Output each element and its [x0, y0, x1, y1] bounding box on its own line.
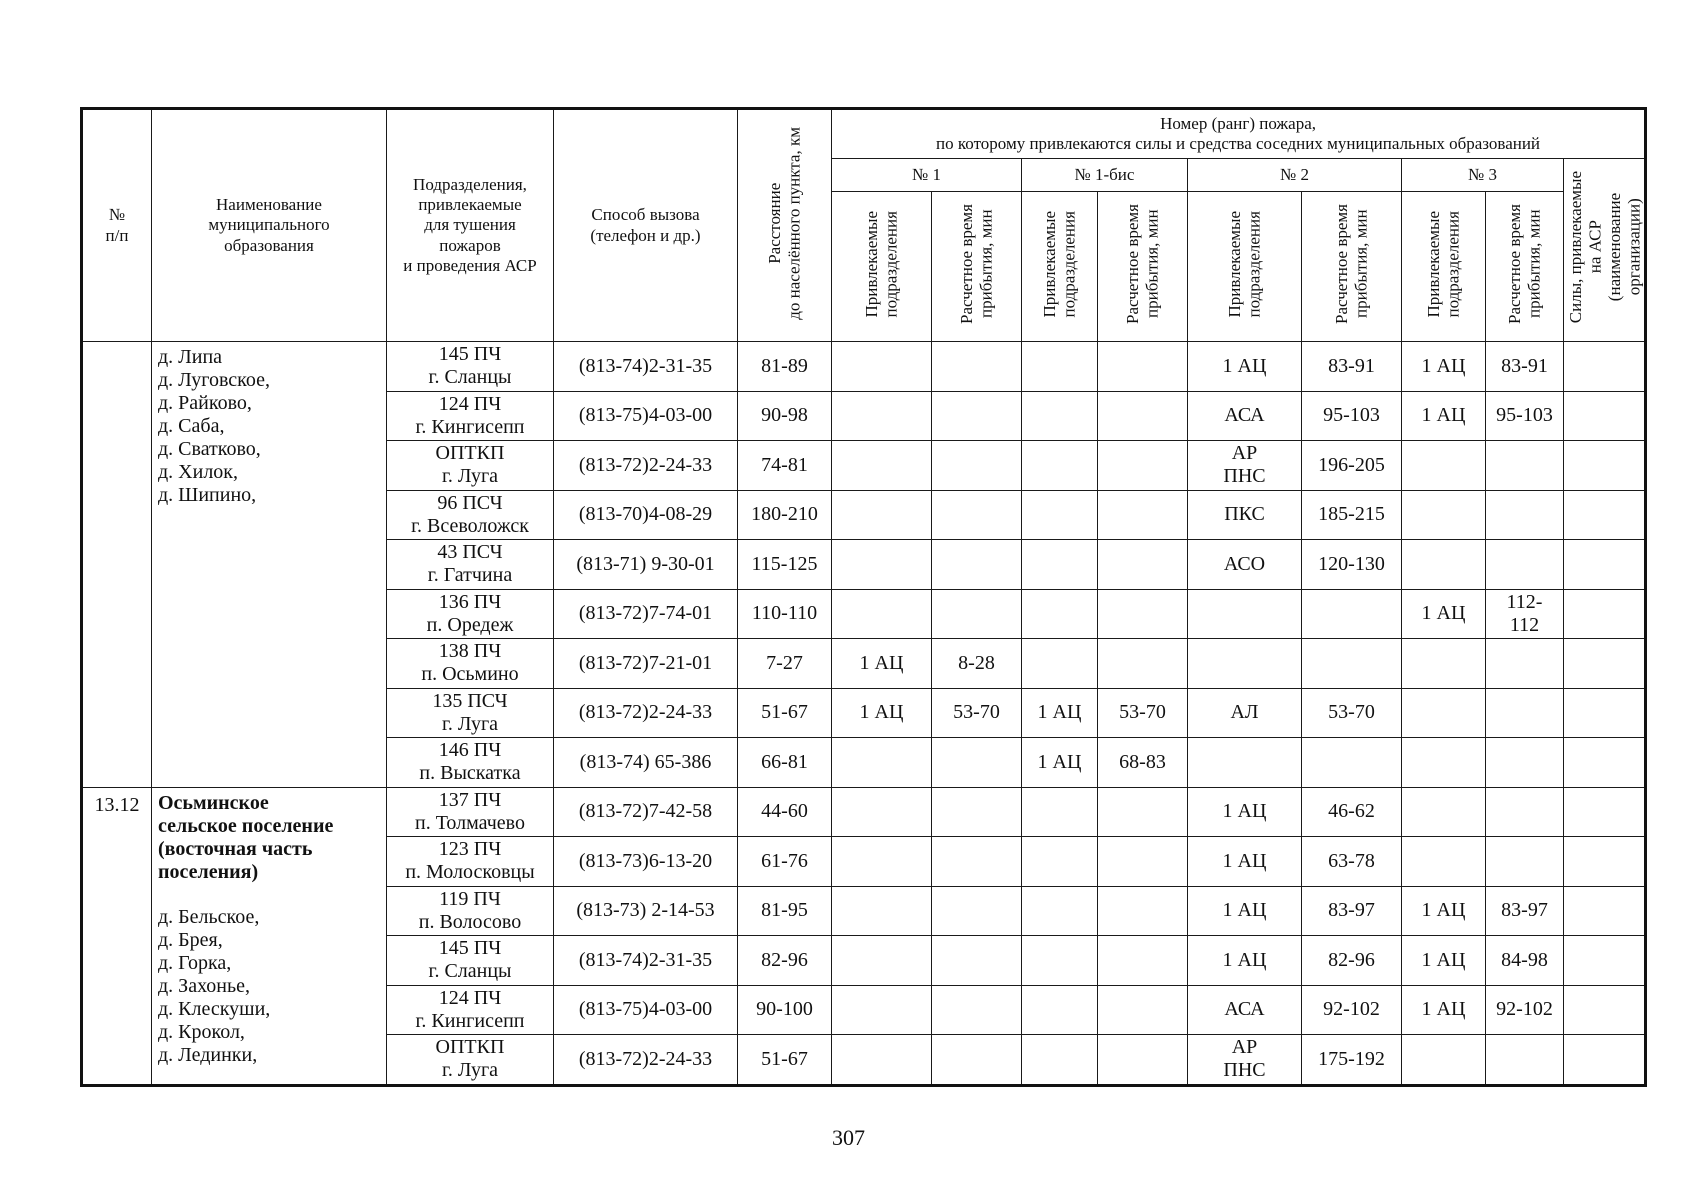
- header-units: Подразделения, привлекаемые для тушения пожаров и проведения АСР: [387, 109, 554, 342]
- rank1-units-cell: [832, 738, 932, 788]
- rank3-time-cell: [1486, 490, 1564, 540]
- asr-cell: [1564, 886, 1646, 936]
- rank1bis-time-cell: [1098, 540, 1188, 590]
- unit-cell: 146 ПЧ п. Выскатка: [387, 738, 554, 788]
- rank2-units-cell: АР ПНС: [1188, 1035, 1302, 1086]
- rank1-time-cell: 8-28: [932, 639, 1022, 689]
- rank1bis-units-cell: 1 АЦ: [1022, 738, 1098, 788]
- rank2-units-cell: АСО: [1188, 540, 1302, 590]
- rank1-units-cell: [832, 490, 932, 540]
- unit-cell: ОПТКП г. Луга: [387, 1035, 554, 1086]
- rank1bis-units-cell: [1022, 342, 1098, 392]
- call-cell: (813-72)7-21-01: [554, 639, 738, 689]
- rank1bis-units-cell: [1022, 490, 1098, 540]
- rank1bis-time-cell: [1098, 490, 1188, 540]
- distance-cell: 115-125: [738, 540, 832, 590]
- rank2-units-cell: [1188, 589, 1302, 639]
- rank1bis-time-cell: 68-83: [1098, 738, 1188, 788]
- rank1-units-cell: [832, 787, 932, 837]
- call-cell: (813-73)6-13-20: [554, 837, 738, 887]
- rank1-time-cell: 53-70: [932, 688, 1022, 738]
- rank1bis-time-cell: [1098, 1035, 1188, 1086]
- rank1bis-time-cell: [1098, 589, 1188, 639]
- unit-cell: 137 ПЧ п. Толмачево: [387, 787, 554, 837]
- rank1-time-cell: [932, 787, 1022, 837]
- fire-forces-table: [80, 107, 1647, 1087]
- rank3-time-cell: [1486, 441, 1564, 491]
- rank3-time-cell: 84-98: [1486, 936, 1564, 986]
- rank2-time-cell: 83-97: [1302, 886, 1402, 936]
- rank3-time-cell: [1486, 738, 1564, 788]
- header-rank1-time: Расчетное время прибытия, мин: [932, 192, 1022, 342]
- distance-cell: 110-110: [738, 589, 832, 639]
- page-number: 307: [832, 1125, 865, 1150]
- header-rank-1: № 1: [832, 159, 1022, 192]
- call-cell: (813-72)2-24-33: [554, 1035, 738, 1086]
- call-cell: (813-72)2-24-33: [554, 688, 738, 738]
- rank1-time-cell: [932, 738, 1022, 788]
- section-name-cell: [152, 787, 387, 1085]
- rank1bis-units-cell: [1022, 540, 1098, 590]
- rank3-units-cell: [1402, 540, 1486, 590]
- rank3-units-cell: [1402, 441, 1486, 491]
- rank3-units-cell: 1 АЦ: [1402, 391, 1486, 441]
- rank3-units-cell: 1 АЦ: [1402, 886, 1486, 936]
- unit-cell: ОПТКП г. Луга: [387, 441, 554, 491]
- header-call: Способ вызова (телефон и др.): [554, 109, 738, 342]
- rank2-time-cell: [1302, 738, 1402, 788]
- call-cell: (813-75)4-03-00: [554, 391, 738, 441]
- rank1bis-units-cell: [1022, 391, 1098, 441]
- call-cell: (813-72)2-24-33: [554, 441, 738, 491]
- rank1-units-cell: [832, 342, 932, 392]
- rank2-units-cell: АСА: [1188, 391, 1302, 441]
- rank1bis-time-cell: [1098, 787, 1188, 837]
- rank1-units-cell: [832, 886, 932, 936]
- rank3-time-cell: 112- 112: [1486, 589, 1564, 639]
- rank3-time-cell: [1486, 837, 1564, 887]
- call-cell: (813-73) 2-14-53: [554, 886, 738, 936]
- header-num: № п/п: [82, 109, 152, 342]
- call-cell: (813-71) 9-30-01: [554, 540, 738, 590]
- asr-cell: [1564, 787, 1646, 837]
- unit-cell: 96 ПСЧ г. Всеволожск: [387, 490, 554, 540]
- asr-cell: [1564, 837, 1646, 887]
- rank3-time-cell: [1486, 639, 1564, 689]
- rank2-units-cell: 1 АЦ: [1188, 936, 1302, 986]
- rank1bis-time-cell: [1098, 837, 1188, 887]
- rank3-units-cell: 1 АЦ: [1402, 985, 1486, 1035]
- call-cell: (813-74)2-31-35: [554, 342, 738, 392]
- rank1bis-units-cell: [1022, 589, 1098, 639]
- distance-cell: 44-60: [738, 787, 832, 837]
- distance-cell: 90-98: [738, 391, 832, 441]
- unit-cell: 136 ПЧ п. Оредеж: [387, 589, 554, 639]
- header-asr: Силы, привлекаемые на АСР (наименование организации): [1564, 159, 1646, 342]
- rank1bis-units-cell: 1 АЦ: [1022, 688, 1098, 738]
- rank3-time-cell: [1486, 1035, 1564, 1086]
- asr-cell: [1564, 639, 1646, 689]
- rank1-units-cell: [832, 1035, 932, 1086]
- distance-cell: 82-96: [738, 936, 832, 986]
- call-cell: (813-72)7-42-58: [554, 787, 738, 837]
- rank1bis-time-cell: [1098, 441, 1188, 491]
- header-rank2-time: Расчетное время прибытия, мин: [1302, 192, 1402, 342]
- distance-cell: 180-210: [738, 490, 832, 540]
- rank3-units-cell: [1402, 639, 1486, 689]
- unit-cell: 124 ПЧ г. Кингисепп: [387, 391, 554, 441]
- call-cell: (813-75)4-03-00: [554, 985, 738, 1035]
- rank1bis-units-cell: [1022, 837, 1098, 887]
- header-rank1-units: Привлекаемые подразделения: [832, 192, 932, 342]
- header-rank-1bis: № 1-бис: [1022, 159, 1188, 192]
- rank3-units-cell: [1402, 738, 1486, 788]
- rank2-time-cell: 46-62: [1302, 787, 1402, 837]
- rank1-units-cell: [832, 936, 932, 986]
- distance-cell: 51-67: [738, 1035, 832, 1086]
- rank3-units-cell: [1402, 688, 1486, 738]
- rank1bis-units-cell: [1022, 886, 1098, 936]
- distance-cell: 66-81: [738, 738, 832, 788]
- rank1-units-cell: [832, 441, 932, 491]
- unit-cell: 119 ПЧ п. Волосово: [387, 886, 554, 936]
- unit-cell: 145 ПЧ г. Сланцы: [387, 936, 554, 986]
- header-rank-group: Номер (ранг) пожара, по которому привлекаются силы и средства соседних муниципальных образований: [832, 109, 1646, 159]
- rank3-time-cell: 83-91: [1486, 342, 1564, 392]
- asr-cell: [1564, 688, 1646, 738]
- rank1bis-time-cell: 53-70: [1098, 688, 1188, 738]
- table-row: [82, 787, 1646, 837]
- rank1-units-cell: [832, 589, 932, 639]
- rank3-time-cell: [1486, 688, 1564, 738]
- distance-cell: 74-81: [738, 441, 832, 491]
- section-places: д. Липа д. Луговское, д. Райково, д. Саба, д. Сватково, д. Хилок, д. Шипино,: [158, 346, 270, 506]
- rank1bis-units-cell: [1022, 787, 1098, 837]
- rank1-time-cell: [932, 1035, 1022, 1086]
- rank2-time-cell: 120-130: [1302, 540, 1402, 590]
- rank1-units-cell: [832, 391, 932, 441]
- rank1bis-time-cell: [1098, 342, 1188, 392]
- rank2-time-cell: 82-96: [1302, 936, 1402, 986]
- rank2-time-cell: 95-103: [1302, 391, 1402, 441]
- rank1bis-units-cell: [1022, 985, 1098, 1035]
- rank2-time-cell: 92-102: [1302, 985, 1402, 1035]
- rank3-units-cell: [1402, 1035, 1486, 1086]
- unit-cell: 124 ПЧ г. Кингисепп: [387, 985, 554, 1035]
- rank1-time-cell: [932, 441, 1022, 491]
- rank1bis-units-cell: [1022, 1035, 1098, 1086]
- unit-cell: 123 ПЧ п. Молосковцы: [387, 837, 554, 887]
- rank3-units-cell: [1402, 490, 1486, 540]
- rank2-units-cell: 1 АЦ: [1188, 342, 1302, 392]
- asr-cell: [1564, 985, 1646, 1035]
- rank1-units-cell: [832, 540, 932, 590]
- rank2-time-cell: 185-215: [1302, 490, 1402, 540]
- unit-cell: 135 ПСЧ г. Луга: [387, 688, 554, 738]
- asr-cell: [1564, 738, 1646, 788]
- section-title: Осьминское сельское поселение (восточная часть поселения): [158, 791, 334, 883]
- rank1bis-time-cell: [1098, 886, 1188, 936]
- rank3-time-cell: [1486, 540, 1564, 590]
- rank3-units-cell: 1 АЦ: [1402, 936, 1486, 986]
- header-rank-3: № 3: [1402, 159, 1564, 192]
- rank1-time-cell: [932, 936, 1022, 986]
- section-number: 13.12: [82, 787, 152, 1085]
- rank3-units-cell: 1 АЦ: [1402, 342, 1486, 392]
- rank1-time-cell: [932, 540, 1022, 590]
- header-rank3-units: Привлекаемые подразделения: [1402, 192, 1486, 342]
- rank2-time-cell: [1302, 589, 1402, 639]
- header-name: Наименование муниципального образования: [152, 109, 387, 342]
- asr-cell: [1564, 936, 1646, 986]
- rank1bis-time-cell: [1098, 936, 1188, 986]
- distance-cell: 81-95: [738, 886, 832, 936]
- rank2-units-cell: ПКС: [1188, 490, 1302, 540]
- rank3-time-cell: 92-102: [1486, 985, 1564, 1035]
- rank2-time-cell: 53-70: [1302, 688, 1402, 738]
- rank2-units-cell: [1188, 639, 1302, 689]
- asr-cell: [1564, 342, 1646, 392]
- header-rank1bis-units: Привлекаемые подразделения: [1022, 192, 1098, 342]
- rank1bis-units-cell: [1022, 936, 1098, 986]
- asr-cell: [1564, 391, 1646, 441]
- rank2-time-cell: 196-205: [1302, 441, 1402, 491]
- distance-cell: 81-89: [738, 342, 832, 392]
- asr-cell: [1564, 490, 1646, 540]
- rank1bis-units-cell: [1022, 441, 1098, 491]
- call-cell: (813-72)7-74-01: [554, 589, 738, 639]
- unit-cell: 43 ПСЧ г. Гатчина: [387, 540, 554, 590]
- rank2-time-cell: 63-78: [1302, 837, 1402, 887]
- rank1-units-cell: [832, 985, 932, 1035]
- rank1-time-cell: [932, 342, 1022, 392]
- rank1-time-cell: [932, 490, 1022, 540]
- distance-cell: 7-27: [738, 639, 832, 689]
- header-rank3-time: Расчетное время прибытия, мин: [1486, 192, 1564, 342]
- distance-cell: 61-76: [738, 837, 832, 887]
- rank2-units-cell: АР ПНС: [1188, 441, 1302, 491]
- rank1-units-cell: 1 АЦ: [832, 639, 932, 689]
- table-row: [82, 342, 1646, 392]
- rank1-time-cell: [932, 837, 1022, 887]
- call-cell: (813-70)4-08-29: [554, 490, 738, 540]
- rank3-time-cell: 95-103: [1486, 391, 1564, 441]
- rank3-units-cell: [1402, 787, 1486, 837]
- rank1-time-cell: [932, 985, 1022, 1035]
- rank1-time-cell: [932, 886, 1022, 936]
- rank2-units-cell: [1188, 738, 1302, 788]
- unit-cell: 138 ПЧ п. Осьмино: [387, 639, 554, 689]
- rank2-units-cell: 1 АЦ: [1188, 787, 1302, 837]
- header-distance: Расстояние до населённого пункта, км: [738, 109, 832, 342]
- rank2-units-cell: АСА: [1188, 985, 1302, 1035]
- rank2-units-cell: 1 АЦ: [1188, 886, 1302, 936]
- rank3-units-cell: [1402, 837, 1486, 887]
- distance-cell: 90-100: [738, 985, 832, 1035]
- section-places: д. Бельское, д. Брея, д. Горка, д. Захонье, д. Клескуши, д. Крокол, д. Лединки,: [158, 905, 271, 1066]
- asr-cell: [1564, 589, 1646, 639]
- rank1bis-time-cell: [1098, 639, 1188, 689]
- rank2-units-cell: 1 АЦ: [1188, 837, 1302, 887]
- rank3-time-cell: [1486, 787, 1564, 837]
- asr-cell: [1564, 540, 1646, 590]
- call-cell: (813-74)2-31-35: [554, 936, 738, 986]
- section-name-cell: [152, 342, 387, 788]
- rank2-time-cell: 175-192: [1302, 1035, 1402, 1086]
- rank1bis-time-cell: [1098, 391, 1188, 441]
- header-rank-2: № 2: [1188, 159, 1402, 192]
- rank2-time-cell: 83-91: [1302, 342, 1402, 392]
- rank3-units-cell: 1 АЦ: [1402, 589, 1486, 639]
- call-cell: (813-74) 65-386: [554, 738, 738, 788]
- header-rank2-units: Привлекаемые подразделения: [1188, 192, 1302, 342]
- rank2-time-cell: [1302, 639, 1402, 689]
- rank2-units-cell: АЛ: [1188, 688, 1302, 738]
- asr-cell: [1564, 1035, 1646, 1086]
- header-rank1bis-time: Расчетное время прибытия, мин: [1098, 192, 1188, 342]
- unit-cell: 145 ПЧ г. Сланцы: [387, 342, 554, 392]
- section-number: [82, 342, 152, 788]
- asr-cell: [1564, 441, 1646, 491]
- rank1-units-cell: 1 АЦ: [832, 688, 932, 738]
- rank1-time-cell: [932, 589, 1022, 639]
- rank1-units-cell: [832, 837, 932, 887]
- rank1bis-units-cell: [1022, 639, 1098, 689]
- rank1-time-cell: [932, 391, 1022, 441]
- rank3-time-cell: 83-97: [1486, 886, 1564, 936]
- distance-cell: 51-67: [738, 688, 832, 738]
- rank1bis-time-cell: [1098, 985, 1188, 1035]
